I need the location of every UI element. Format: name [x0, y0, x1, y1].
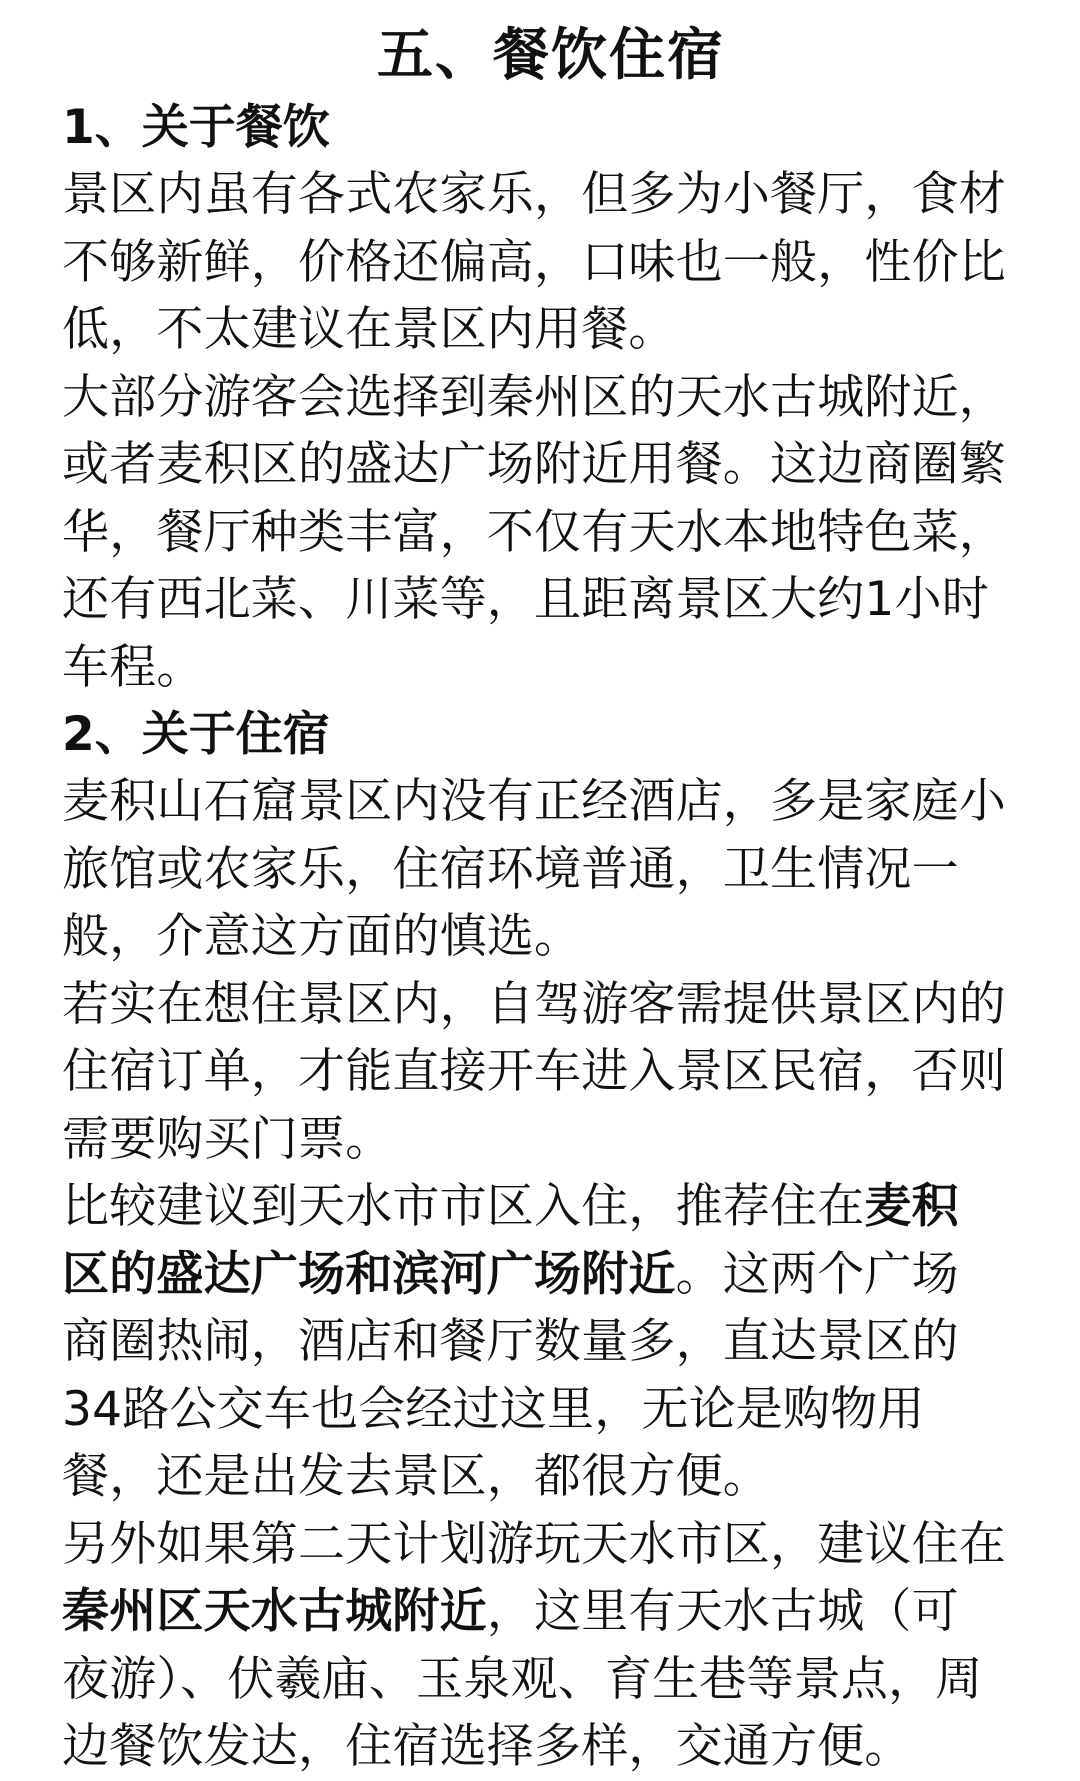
text-segment: 比较建议到天水市市区入住，推荐住在 — [62, 1179, 865, 1234]
paragraph — [62, 768, 1040, 971]
text-line — [62, 1443, 1040, 1511]
text-segment: 需要购买门票。 — [62, 1111, 393, 1167]
text-line — [62, 1173, 1040, 1241]
bold-text: 区的盛达广场和滨河广场附近 — [62, 1246, 676, 1302]
text-segment: 商圈热闹，酒店和餐厅数量多，直达景区的 — [62, 1314, 959, 1369]
paragraph — [62, 161, 1040, 364]
paragraph — [62, 971, 1040, 1174]
text-line — [62, 1713, 1040, 1781]
text-line — [62, 1241, 1040, 1309]
text-segment: ，这里有天水古城（可 — [486, 1584, 959, 1639]
text-line — [62, 1646, 1040, 1714]
bold-text: 秦州区天水古城附近 — [62, 1584, 487, 1639]
text-segment: 餐，还是出发去景区，都很方便。 — [62, 1449, 770, 1504]
text-line — [62, 1106, 1040, 1174]
text-segment: 还有西北菜、川菜等，且距离景区大约1小时 — [62, 572, 989, 627]
text-segment: 华，餐厅种类丰富，不仅有天水本地特色菜， — [62, 504, 1006, 560]
text-line — [62, 1578, 1040, 1646]
text-segment: 。这两个广场 — [675, 1246, 959, 1302]
text-segment: 低，不太建议在景区内用餐。 — [62, 302, 676, 357]
paragraph — [62, 1511, 1040, 1781]
text-line — [62, 1308, 1040, 1376]
text-segment: 夜游）、伏羲庙、玉泉观、育生巷等景点，周 — [62, 1651, 983, 1707]
text-segment: 另外如果第二天计划游玩天水市区，建议住在 — [62, 1516, 1006, 1572]
text-segment: 旅馆或农家乐，住宿环境普通，卫生情况一 — [62, 841, 959, 897]
text-segment: 麦积山石窟景区内没有正经酒店，多是家庭小 — [62, 774, 1006, 829]
text-segment: 若实在想住景区内，自驾游客需提供景区内的 — [62, 976, 1006, 1032]
text-line — [62, 161, 1040, 229]
text-line — [62, 431, 1040, 499]
paragraph — [62, 364, 1040, 702]
paragraph — [62, 1173, 1040, 1511]
text-line — [62, 296, 1040, 364]
text-line — [62, 836, 1040, 904]
text-line — [62, 499, 1040, 567]
page-title: 五、餐饮住宿 — [377, 23, 725, 88]
text-line — [62, 364, 1040, 432]
text-segment: 般，介意这方面的慎选。 — [62, 909, 582, 964]
text-line — [62, 1038, 1040, 1106]
text-segment: 或者麦积区的盛达广场附近用餐。这边商圈繁 — [62, 437, 1006, 492]
bold-text: 麦积 — [864, 1179, 959, 1234]
text-segment: 车程。 — [62, 639, 204, 695]
text-line — [62, 229, 1040, 297]
text-line — [62, 1511, 1040, 1579]
section-heading: 1、关于餐饮 — [62, 100, 330, 155]
text-line — [62, 903, 1040, 971]
text-line — [62, 971, 1040, 1039]
text-line — [62, 634, 1040, 702]
text-segment: 大部分游客会选择到秦州区的天水古城附近， — [62, 369, 1006, 425]
text-line — [62, 1376, 1040, 1444]
text-segment: 34路公交车也会经过这里，无论是购物用 — [62, 1381, 925, 1437]
article-body — [62, 94, 1040, 1781]
text-line — [62, 768, 1040, 836]
text-segment: 边餐饮发达，住宿选择多样，交通方便。 — [62, 1719, 912, 1774]
text-line — [62, 566, 1040, 634]
section-heading: 2、关于住宿 — [62, 707, 330, 762]
text-segment: 景区内虽有各式农家乐，但多为小餐厅，食材 — [62, 167, 1006, 222]
text-segment: 不够新鲜，价格还偏高，口味也一般，性价比 — [62, 234, 1006, 290]
text-segment: 住宿订单，才能直接开车进入景区民宿，否则 — [62, 1044, 1006, 1099]
